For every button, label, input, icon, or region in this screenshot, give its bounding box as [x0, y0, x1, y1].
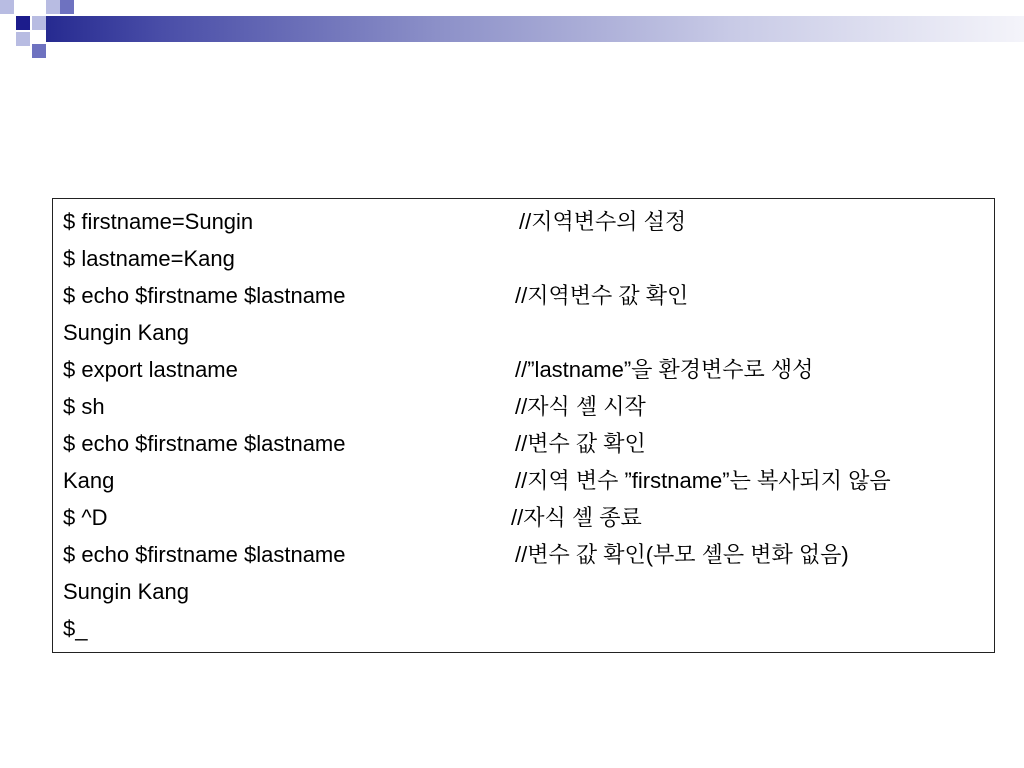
code-comment: //”lastname”을 환경변수로 생성	[515, 357, 814, 382]
code-command: Kang	[63, 468, 115, 493]
header-square-light	[46, 0, 60, 14]
code-command: $ echo $firstname $lastname	[63, 542, 346, 567]
code-comment: //지역변수의 설정	[519, 209, 687, 234]
code-line	[63, 244, 235, 274]
code-command: $ sh	[63, 394, 105, 419]
code-command: $ echo $firstname $lastname	[63, 283, 346, 308]
code-command: $ firstname=Sungin	[63, 209, 254, 234]
code-line	[63, 392, 646, 422]
code-line	[63, 614, 87, 644]
code-line	[63, 281, 689, 311]
code-command: Sungin Kang	[63, 579, 189, 604]
code-comment: //자식 셸 종료	[511, 505, 642, 530]
header-square-light	[16, 32, 30, 46]
code-line	[63, 355, 814, 385]
header-square-navy	[16, 16, 30, 30]
code-command: $ lastname=Kang	[63, 246, 235, 271]
slide-header-decoration	[0, 0, 1024, 62]
code-line	[63, 429, 646, 459]
code-line	[63, 577, 189, 607]
header-square-mid	[60, 0, 74, 14]
header-square-mid	[32, 44, 46, 58]
code-comment: //변수 값 확인(부모 셸은 변화 없음)	[515, 542, 849, 567]
code-line	[63, 318, 189, 348]
code-comment: //지역 변수 ”firstname”는 복사되지 않음	[515, 468, 891, 493]
code-command: $ ^D	[63, 505, 108, 530]
code-line	[63, 503, 642, 533]
code-line	[63, 540, 849, 570]
code-command: Sungin Kang	[63, 320, 189, 345]
code-line	[63, 207, 687, 237]
code-example-box	[52, 198, 995, 653]
code-command: $_	[63, 616, 88, 641]
code-comment: //변수 값 확인	[515, 431, 646, 456]
code-comment: //자식 셸 시작	[515, 394, 646, 419]
code-command: $ export lastname	[63, 357, 238, 382]
code-command: $ echo $firstname $lastname	[63, 431, 346, 456]
header-square-light	[32, 16, 46, 30]
header-gradient-bar	[46, 16, 1024, 42]
header-square-light	[0, 0, 14, 14]
code-line	[63, 466, 891, 496]
code-comment: //지역변수 값 확인	[515, 283, 689, 308]
